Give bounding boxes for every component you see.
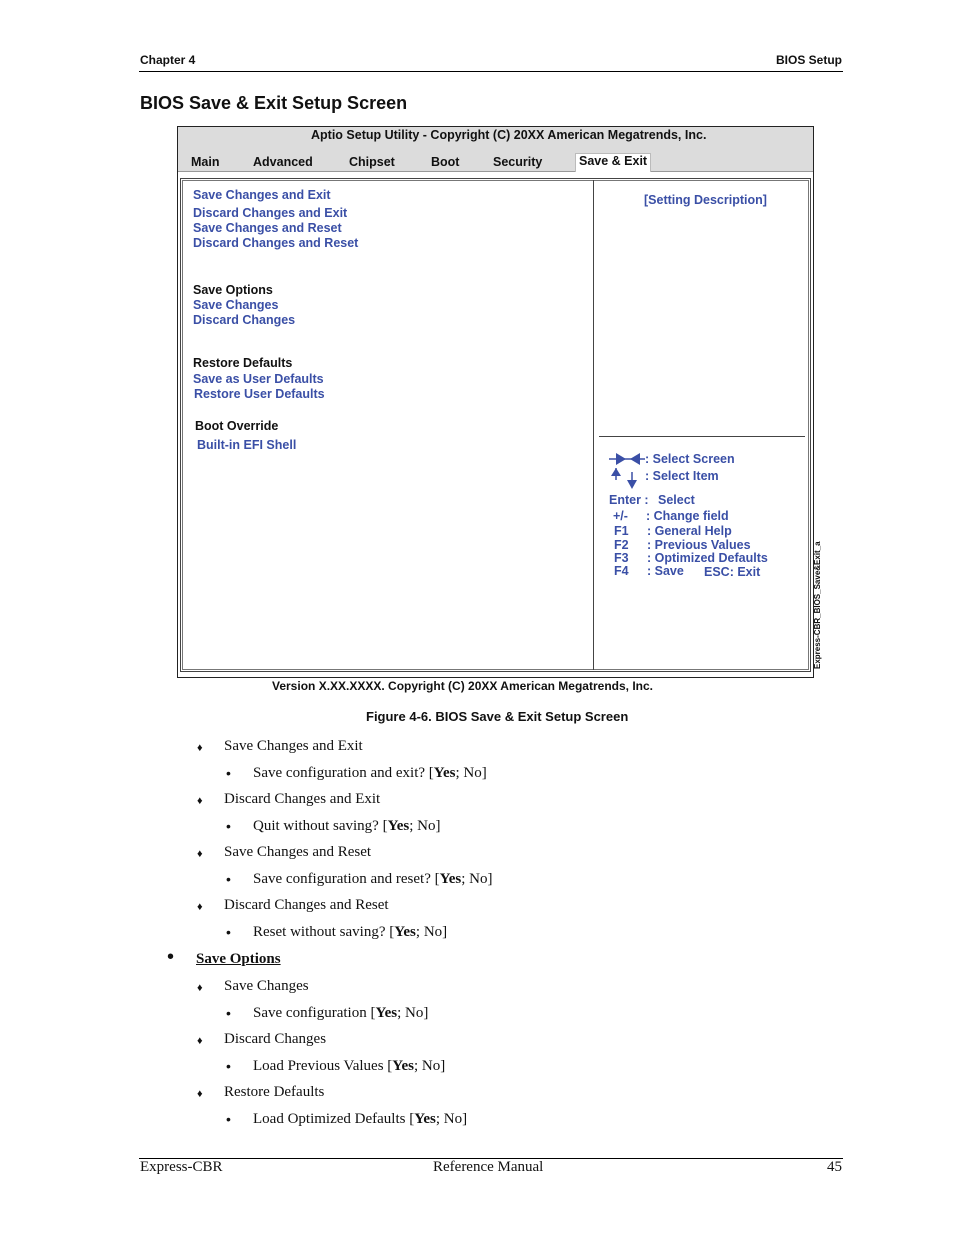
help-f4-desc: : Save (647, 564, 684, 578)
menu-save-changes-exit[interactable]: Save Changes and Exit (193, 188, 331, 202)
bullet-icon: • (226, 1111, 231, 1127)
help-select-item: : Select Item (645, 469, 719, 483)
setting-description: [Setting Description] (644, 193, 767, 207)
section-label: BIOS Setup (775, 53, 842, 67)
restore-defaults-heading: Restore Defaults (193, 356, 293, 370)
diamond-bullet-icon: ♦ (197, 742, 203, 754)
tab-boot[interactable]: Boot (431, 155, 460, 169)
help-enter-key: Enter : (609, 493, 649, 507)
menu-discard-changes-exit[interactable]: Discard Changes and Exit (193, 206, 348, 220)
diamond-bullet-icon: ♦ (197, 1088, 203, 1100)
list-item: Save Changes and Reset (224, 844, 372, 860)
list-subitem: Save configuration and reset? [Yes; No] (253, 871, 493, 887)
list-subitem: Load Optimized Defaults [Yes; No] (253, 1111, 468, 1127)
list-item: Save Changes (224, 978, 309, 994)
help-f2-desc: : Previous Values (647, 538, 751, 552)
diamond-bullet-icon: ♦ (197, 795, 203, 807)
footer-product: Express-CBR (140, 1159, 223, 1175)
list-subitem: Save configuration and exit? [Yes; No] (253, 765, 487, 781)
list-item: Discard Changes and Reset (224, 897, 389, 913)
list-subitem: Save configuration [Yes; No] (253, 1005, 429, 1021)
help-enter-desc: Select (658, 493, 695, 507)
diamond-bullet-icon: ♦ (197, 848, 203, 860)
arrow-keys-icon (608, 450, 648, 492)
tab-save-exit[interactable]: Save & Exit (575, 153, 651, 172)
menu-discard-changes-reset[interactable]: Discard Changes and Reset (193, 236, 359, 250)
diamond-bullet-icon: ♦ (197, 982, 203, 994)
bullet-icon: • (226, 765, 231, 781)
menu-save-user-defaults[interactable]: Save as User Defaults (193, 372, 324, 386)
help-esc: ESC: Exit (704, 565, 761, 579)
page-number: 45 (827, 1159, 842, 1175)
menu-save-changes[interactable]: Save Changes (193, 298, 279, 312)
list-item: Restore Defaults (224, 1084, 325, 1100)
diamond-bullet-icon: ♦ (197, 1035, 203, 1047)
tab-chipset[interactable]: Chipset (349, 155, 395, 169)
menu-efi-shell[interactable]: Built-in EFI Shell (197, 438, 297, 452)
help-f1-desc: : General Help (647, 524, 732, 538)
bullet-icon: • (226, 871, 231, 887)
bullet-icon: • (226, 924, 231, 940)
bullet-icon: • (167, 946, 175, 968)
save-options-heading: Save Options (193, 283, 273, 297)
bios-panel-divider (593, 180, 594, 670)
save-options-link[interactable]: Save Options (196, 951, 281, 967)
diamond-bullet-icon: ♦ (197, 901, 203, 913)
list-subitem: Load Previous Values [Yes; No] (253, 1058, 446, 1074)
figure-file-label: Express-CBR_BIOS_Save&Exit_a (813, 541, 822, 669)
help-f4-key: F4 (614, 564, 629, 578)
help-f2-key: F2 (614, 538, 629, 552)
tab-security[interactable]: Security (493, 155, 543, 169)
bullet-icon: • (226, 1058, 231, 1074)
help-f1-key: F1 (614, 524, 629, 538)
bullet-icon: • (226, 818, 231, 834)
boot-override-heading: Boot Override (195, 419, 279, 433)
bios-utility-title: Aptio Setup Utility - Copyright (C) 20XX American Megatrends, Inc. (311, 128, 707, 142)
page-title: BIOS Save & Exit Setup Screen (140, 93, 408, 113)
help-plusminus-key: +/- (613, 509, 628, 523)
list-item: Save Changes and Exit (224, 738, 363, 754)
help-divider (599, 436, 805, 437)
help-f3-desc: : Optimized Defaults (647, 551, 768, 565)
footer-doc-title: Reference Manual (433, 1159, 544, 1175)
tab-main[interactable]: Main (191, 155, 220, 169)
list-subitem: Quit without saving? [Yes; No] (253, 818, 441, 834)
menu-discard-changes[interactable]: Discard Changes (193, 313, 296, 327)
header-rule (139, 71, 843, 72)
bios-version-line: Version X.XX.XXXX. Copyright (C) 20XX American Megatrends, Inc. (272, 679, 653, 693)
menu-save-changes-reset[interactable]: Save Changes and Reset (193, 221, 342, 235)
figure-caption: Figure 4-6. BIOS Save & Exit Setup Screen (366, 709, 629, 724)
help-select-screen: : Select Screen (645, 452, 735, 466)
tab-advanced[interactable]: Advanced (253, 155, 313, 169)
help-f3-key: F3 (614, 551, 629, 565)
help-plusminus-desc: : Change field (646, 509, 729, 523)
bullet-icon: • (226, 1005, 231, 1021)
menu-restore-user-defaults[interactable]: Restore User Defaults (194, 387, 325, 401)
list-item: Discard Changes (224, 1031, 327, 1047)
list-item: Discard Changes and Exit (224, 791, 381, 807)
list-subitem: Reset without saving? [Yes; No] (253, 924, 448, 940)
chapter-label: Chapter 4 (140, 53, 196, 67)
